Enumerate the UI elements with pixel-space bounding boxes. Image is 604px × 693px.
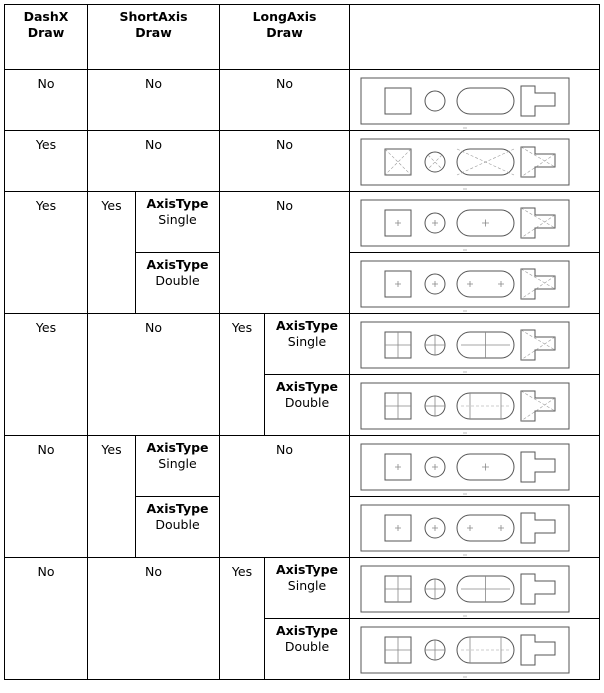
plate-outline xyxy=(361,261,569,307)
header-shortaxis-draw: ShortAxis Draw xyxy=(88,5,220,70)
slot-center-mark xyxy=(482,464,489,471)
shortaxis-cell: Yes xyxy=(88,192,136,314)
longaxis-type-cell: AxisType Single xyxy=(265,314,350,375)
dashx-cell: Yes xyxy=(5,192,88,314)
shortaxis-cell: No xyxy=(88,70,220,131)
circle-shape xyxy=(425,91,445,111)
preview-cell xyxy=(350,497,600,558)
longaxis-cell: Yes xyxy=(220,558,265,680)
t-shape xyxy=(521,330,555,360)
square-center-mark xyxy=(395,525,401,531)
t-dash-cross xyxy=(521,330,555,360)
table-row xyxy=(5,70,600,131)
longaxis-cell: No xyxy=(220,192,350,314)
square-axis-lines xyxy=(385,332,411,358)
plate-outline xyxy=(361,139,569,185)
slot-end-marks xyxy=(467,525,504,531)
t-shape xyxy=(521,208,555,238)
table-row xyxy=(5,131,600,192)
shortaxis-type-cell: AxisType Single xyxy=(136,192,220,253)
longaxis-cell: No xyxy=(220,131,350,192)
longaxis-cell: No xyxy=(220,436,350,558)
header-dashx-draw: DashX Draw xyxy=(5,5,88,70)
shape-preview-image xyxy=(350,375,599,435)
dashx-cell: No xyxy=(5,436,88,558)
dashx-cell: No xyxy=(5,558,88,680)
shortaxis-type-cell: AxisType Single xyxy=(136,436,220,497)
slot-shape xyxy=(457,88,514,114)
square-center-mark xyxy=(395,220,401,226)
shape-preview-image xyxy=(350,314,599,374)
shortaxis-cell: No xyxy=(88,131,220,192)
t-shape xyxy=(521,391,555,421)
shortaxis-cell: Yes xyxy=(88,436,136,558)
t-shape xyxy=(521,635,555,665)
slot-shape xyxy=(457,637,514,663)
preview-cell xyxy=(350,253,600,314)
slot-dash-cross xyxy=(457,149,514,175)
shape-preview-image xyxy=(350,619,599,679)
t-dash-cross xyxy=(521,391,555,421)
circle-center-mark xyxy=(432,281,438,287)
square-shape xyxy=(385,88,411,114)
slot-axis-lines xyxy=(461,576,510,602)
axis-draw-options-table xyxy=(4,4,600,680)
preview-cell xyxy=(350,558,600,619)
slot-shape xyxy=(457,515,514,541)
longaxis-cell: No xyxy=(220,70,350,131)
t-dash-cross xyxy=(521,269,555,299)
header-preview xyxy=(350,5,600,70)
square-dash-cross xyxy=(385,149,411,175)
table-row xyxy=(5,314,600,375)
t-shape xyxy=(521,147,555,177)
plate-outline xyxy=(361,78,569,124)
plate-outline xyxy=(361,505,569,551)
longaxis-type-cell: AxisType Double xyxy=(265,375,350,436)
preview-cell xyxy=(350,619,600,680)
dashx-cell: Yes xyxy=(5,314,88,436)
preview-cell xyxy=(350,436,600,497)
square-center-mark xyxy=(395,464,401,470)
circle-center-mark xyxy=(432,220,438,226)
shortaxis-type-cell: AxisType Double xyxy=(136,253,220,314)
dashx-cell: Yes xyxy=(5,131,88,192)
longaxis-cell: Yes xyxy=(220,314,265,436)
shape-preview-image xyxy=(350,192,599,252)
shortaxis-type-cell: AxisType Double xyxy=(136,497,220,558)
shape-preview-image xyxy=(350,253,599,313)
preview-cell xyxy=(350,192,600,253)
shortaxis-cell: No xyxy=(88,558,220,680)
t-shape xyxy=(521,452,555,482)
preview-cell xyxy=(350,314,600,375)
longaxis-type-cell: AxisType Single xyxy=(265,558,350,619)
t-shape xyxy=(521,86,555,116)
shortaxis-cell: No xyxy=(88,314,220,436)
preview-cell xyxy=(350,375,600,436)
circle-center-mark xyxy=(432,525,438,531)
shape-preview-image xyxy=(350,497,599,557)
t-shape xyxy=(521,513,555,543)
slot-center-mark xyxy=(482,220,489,227)
square-axis-lines xyxy=(385,637,411,663)
plate-outline xyxy=(361,444,569,490)
header-longaxis-draw: LongAxis Draw xyxy=(220,5,350,70)
shape-preview-image xyxy=(350,558,599,618)
t-dash-cross xyxy=(521,208,555,238)
table-row xyxy=(5,436,600,497)
slot-end-marks xyxy=(467,281,504,287)
shape-preview-image xyxy=(350,131,599,191)
header-row xyxy=(5,5,600,70)
square-axis-lines xyxy=(385,576,411,602)
t-dash-cross xyxy=(521,147,555,177)
preview-cell xyxy=(350,131,600,192)
slot-axis-lines xyxy=(461,332,510,358)
t-shape xyxy=(521,269,555,299)
slot-shape xyxy=(457,271,514,297)
longaxis-type-cell: AxisType Double xyxy=(265,619,350,680)
table-row xyxy=(5,558,600,619)
preview-cell xyxy=(350,70,600,131)
shape-preview-image xyxy=(350,436,599,496)
dashx-cell: No xyxy=(5,70,88,131)
t-shape xyxy=(521,574,555,604)
shape-preview-image xyxy=(350,70,599,130)
plate-outline xyxy=(361,200,569,246)
table-row xyxy=(5,192,600,253)
square-center-mark xyxy=(395,281,401,287)
square-axis-lines xyxy=(385,393,411,419)
circle-center-mark xyxy=(432,464,438,470)
circle-dash-cross xyxy=(428,155,442,169)
slot-shape xyxy=(457,393,514,419)
